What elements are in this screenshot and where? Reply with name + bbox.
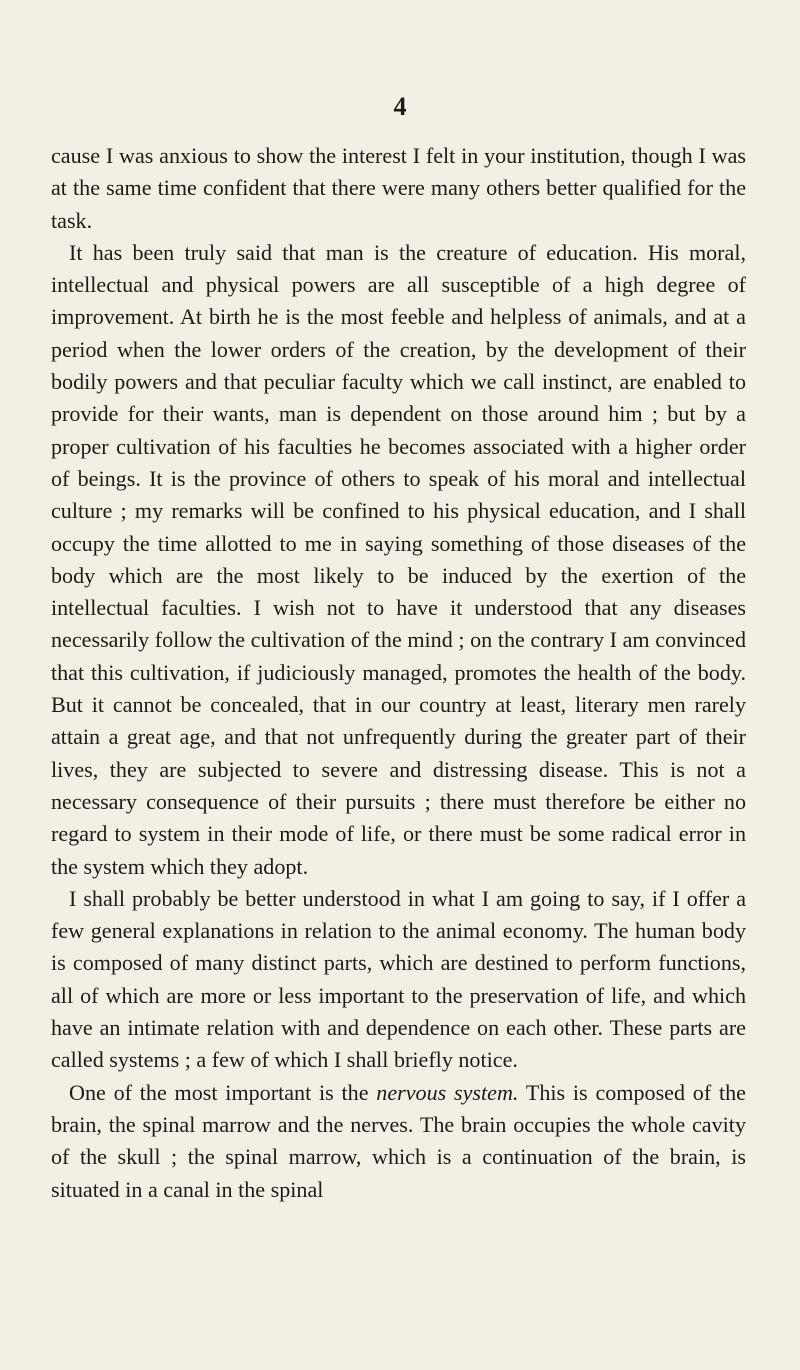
page-number: 4	[393, 92, 407, 121]
paragraph-continuation: cause I was anxious to show the interest I felt in your institution, though I was at the same time confident that there were many others better qualified for the task.	[51, 143, 746, 233]
paragraph-animal-economy: I shall probably be better understood in what I am going to say, if I offer a few general explanations in relation to the animal economy. The human body is composed of many distinct parts, which are destined to perform functions, all of which are more or less important to the preservation of life, and which have an intimate relation with and dependence on each other. These parts are called systems ; a few of which I shall briefly notice.	[51, 885, 746, 1073]
emphasis-nervous-system: nervous system.	[376, 1079, 519, 1105]
paragraph-nervous-system	[51, 1077, 746, 1206]
paragraph-education: It has been truly said that man is the creature of education. His moral, intellectual and physical powers are all susceptible of a high degree of improvement. At birth he is the most feeble and helpless of animals, and at a period when the lower orders of the creation, by the development of their bodily powers and that peculiar faculty which we call instinct, are enabled to provide for their wants, man is dependent on those around him ; but by a proper cultivation of his faculties he becomes associated with a higher order of beings. It is the province of others to speak of his moral and intellectual culture ; my remarks will be confined to his physical education, and I shall occupy the time allotted to me in saying something of those diseases of the body which are the most likely to be induced by the exertion of the intellectual faculties. I wish not to have it understood that any diseases necessarily follow the cultivation of the mind ; on the contrary I am convinced that this cultivation, if judiciously managed, promotes the health of the body. But it cannot be concealed, that in our country at least, literary men rarely attain a great age, and that not unfrequently during the greater part of their lives, they are subjected to severe and distressing disease. This is not a necessary consequence of their pursuits ; there must therefore be either no regard to system in their mode of life, or there must be some radical error in the system which they adopt.	[51, 239, 746, 879]
body-text	[51, 140, 746, 1206]
paragraph-text-before: One of the most important is the	[69, 1079, 377, 1105]
paragraph-text-after: This is composed of the brain, the spinal marrow and the nerves. The brain occupies the whole cavity of the skull ; the spinal marrow, which is a continuation of the brain, is situated in a canal in the spinal	[51, 1079, 746, 1202]
